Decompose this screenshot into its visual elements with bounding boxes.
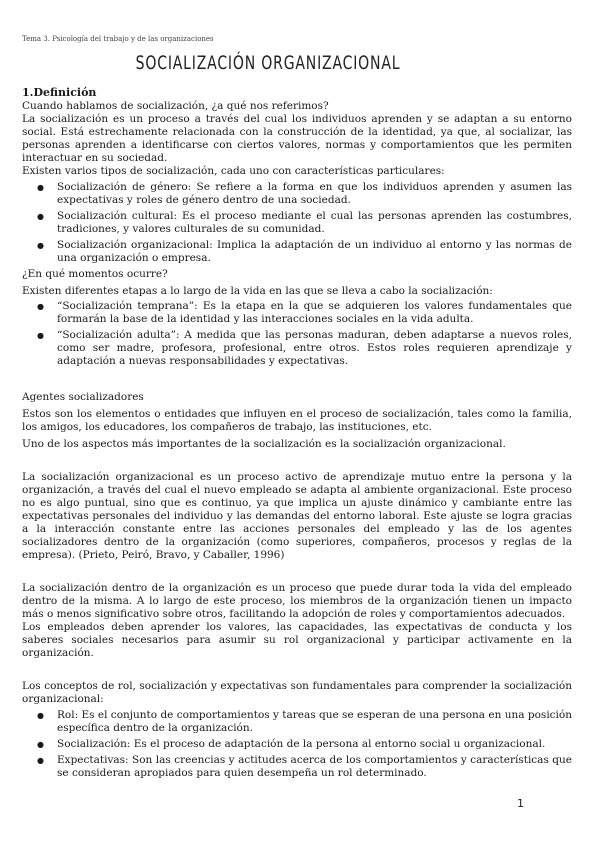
list-socialization-stages [22,300,572,368]
paragraph-conceptos-intro: Los conceptos de rol, socialización y expectativas son fundamentales para comprender la socialización organizacional: [22,680,572,705]
document-body [22,86,572,783]
question-socializacion: Cuando hablamos de socialización, ¿a qué nos referimos? [22,100,329,112]
paragraph-duracion: La socialización dentro de la organización es un proceso que puede durar toda la vida del empleado dentro de la misma. A lo largo de este proceso, los miembros de la organización tienen un impacto más o menos significativo sobre otros, facilitando la adopción de roles y comportamientos adecuados. [22,582,572,620]
paragraph-aspectos: Uno de los aspectos más importantes de la socialización es la socialización organizacional. [22,438,506,450]
list-item: ● “Socialización temprana”: Es la etapa en la que se adquieren los valores fundamentales que formarán la base de la identidad y las interacciones sociales en la vida adulta. [57,300,572,326]
question-momentos: ¿En qué momentos ocurre? [22,268,168,280]
list-concepts [22,709,572,780]
paragraph-types-intro: Existen varios tipos de socialización, cada uno con características particulares: [22,165,445,177]
list-item: ● Socialización organizacional: Implica la adaptación de un individuo al entorno y las normas de una organización o empresa. [57,239,572,265]
page-header: Tema 3. Psicología del trabajo y de las organizaciones [22,35,214,43]
page-number: 1 [517,797,524,810]
list-item: ● Expectativas: Son las creencias y actitudes acerca de los comportamientos y características que se consideran apropiados para quien desempeña un rol determinado. [57,754,572,780]
page-title: SOCIALIZACIÓN ORGANIZACIONAL [135,52,401,74]
list-item: ● Socialización: Es el proceso de adaptación de la persona al entorno social u organizacional. [57,738,572,751]
section-heading-agentes: Agentes socializadores [22,391,144,403]
list-item: ● “Socialización adulta”: A medida que las personas maduran, deben adaptarse a nuevos roles, como ser madre, profesora, profesional, entre otros. Estos roles requieren aprendizaje y adaptación a nuevas responsabilidades y expectativas. [57,329,572,368]
paragraph-stages-intro: Existen diferentes etapas a lo largo de la vida en las que se lleva a cabo la socialización: [22,285,493,297]
paragraph-socializacion-organizacional: La socialización organizacional es un proceso activo de aprendizaje mutuo entre la persona y la organización, a través del cual el nuevo empleado se adapta al ambiente organizacional. Este proceso no es algo puntual, sino que es continuo, ya que implica un ajuste dinámico y cambiante entre las expectativas personales del individuo y las demandas del entorno laboral. Este ajuste se logra gracias a la interacción constante entre las acciones personales del empleado y las de los agentes socializadores dentro de la organización (como superiores, compañeros, procesos y reglas de la empresa). (Prieto, Peiró, Bravo, y Caballer, 1996) [22,471,572,561]
list-item: ● Socialización cultural: Es el proceso mediante el cual las personas aprenden las costumbres, tradiciones, y valores culturales de su comunidad. [57,210,572,236]
list-socialization-types [22,181,572,265]
list-item: ● Rol: Es el conjunto de comportamientos y tareas que se esperan de una persona en una posición específica dentro de la organización. [57,709,572,735]
section-heading-definicion: 1.Definición [22,86,97,99]
paragraph-socializacion-definition: La socialización es un proceso a través del cual los individuos aprenden y se adaptan a su entorno social. Está estrechamente relacionada con la construcción de la identidad, ya que, al socializar, las personas aprenden a identificarse con ciertos valores, normas y comportamientos que les permiten interactuar en su sociedad. [22,113,572,164]
list-item: ● Socialización de género: Se refiere a la forma en que los individuos aprenden y asumen las expectativas y roles de género dentro de una sociedad. [57,181,572,207]
paragraph-agentes: Estos son los elementos o entidades que influyen en el proceso de socialización, tales como la familia, los amigos, los educadores, los compañeros de trabajo, las instituciones, etc. [22,408,572,433]
paragraph-empleados: Los empleados deben aprender los valores, las capacidades, las expectativas de conducta y los saberes sociales necesarios para asumir su rol organizacional y participar activamente en la organización. [22,621,572,659]
